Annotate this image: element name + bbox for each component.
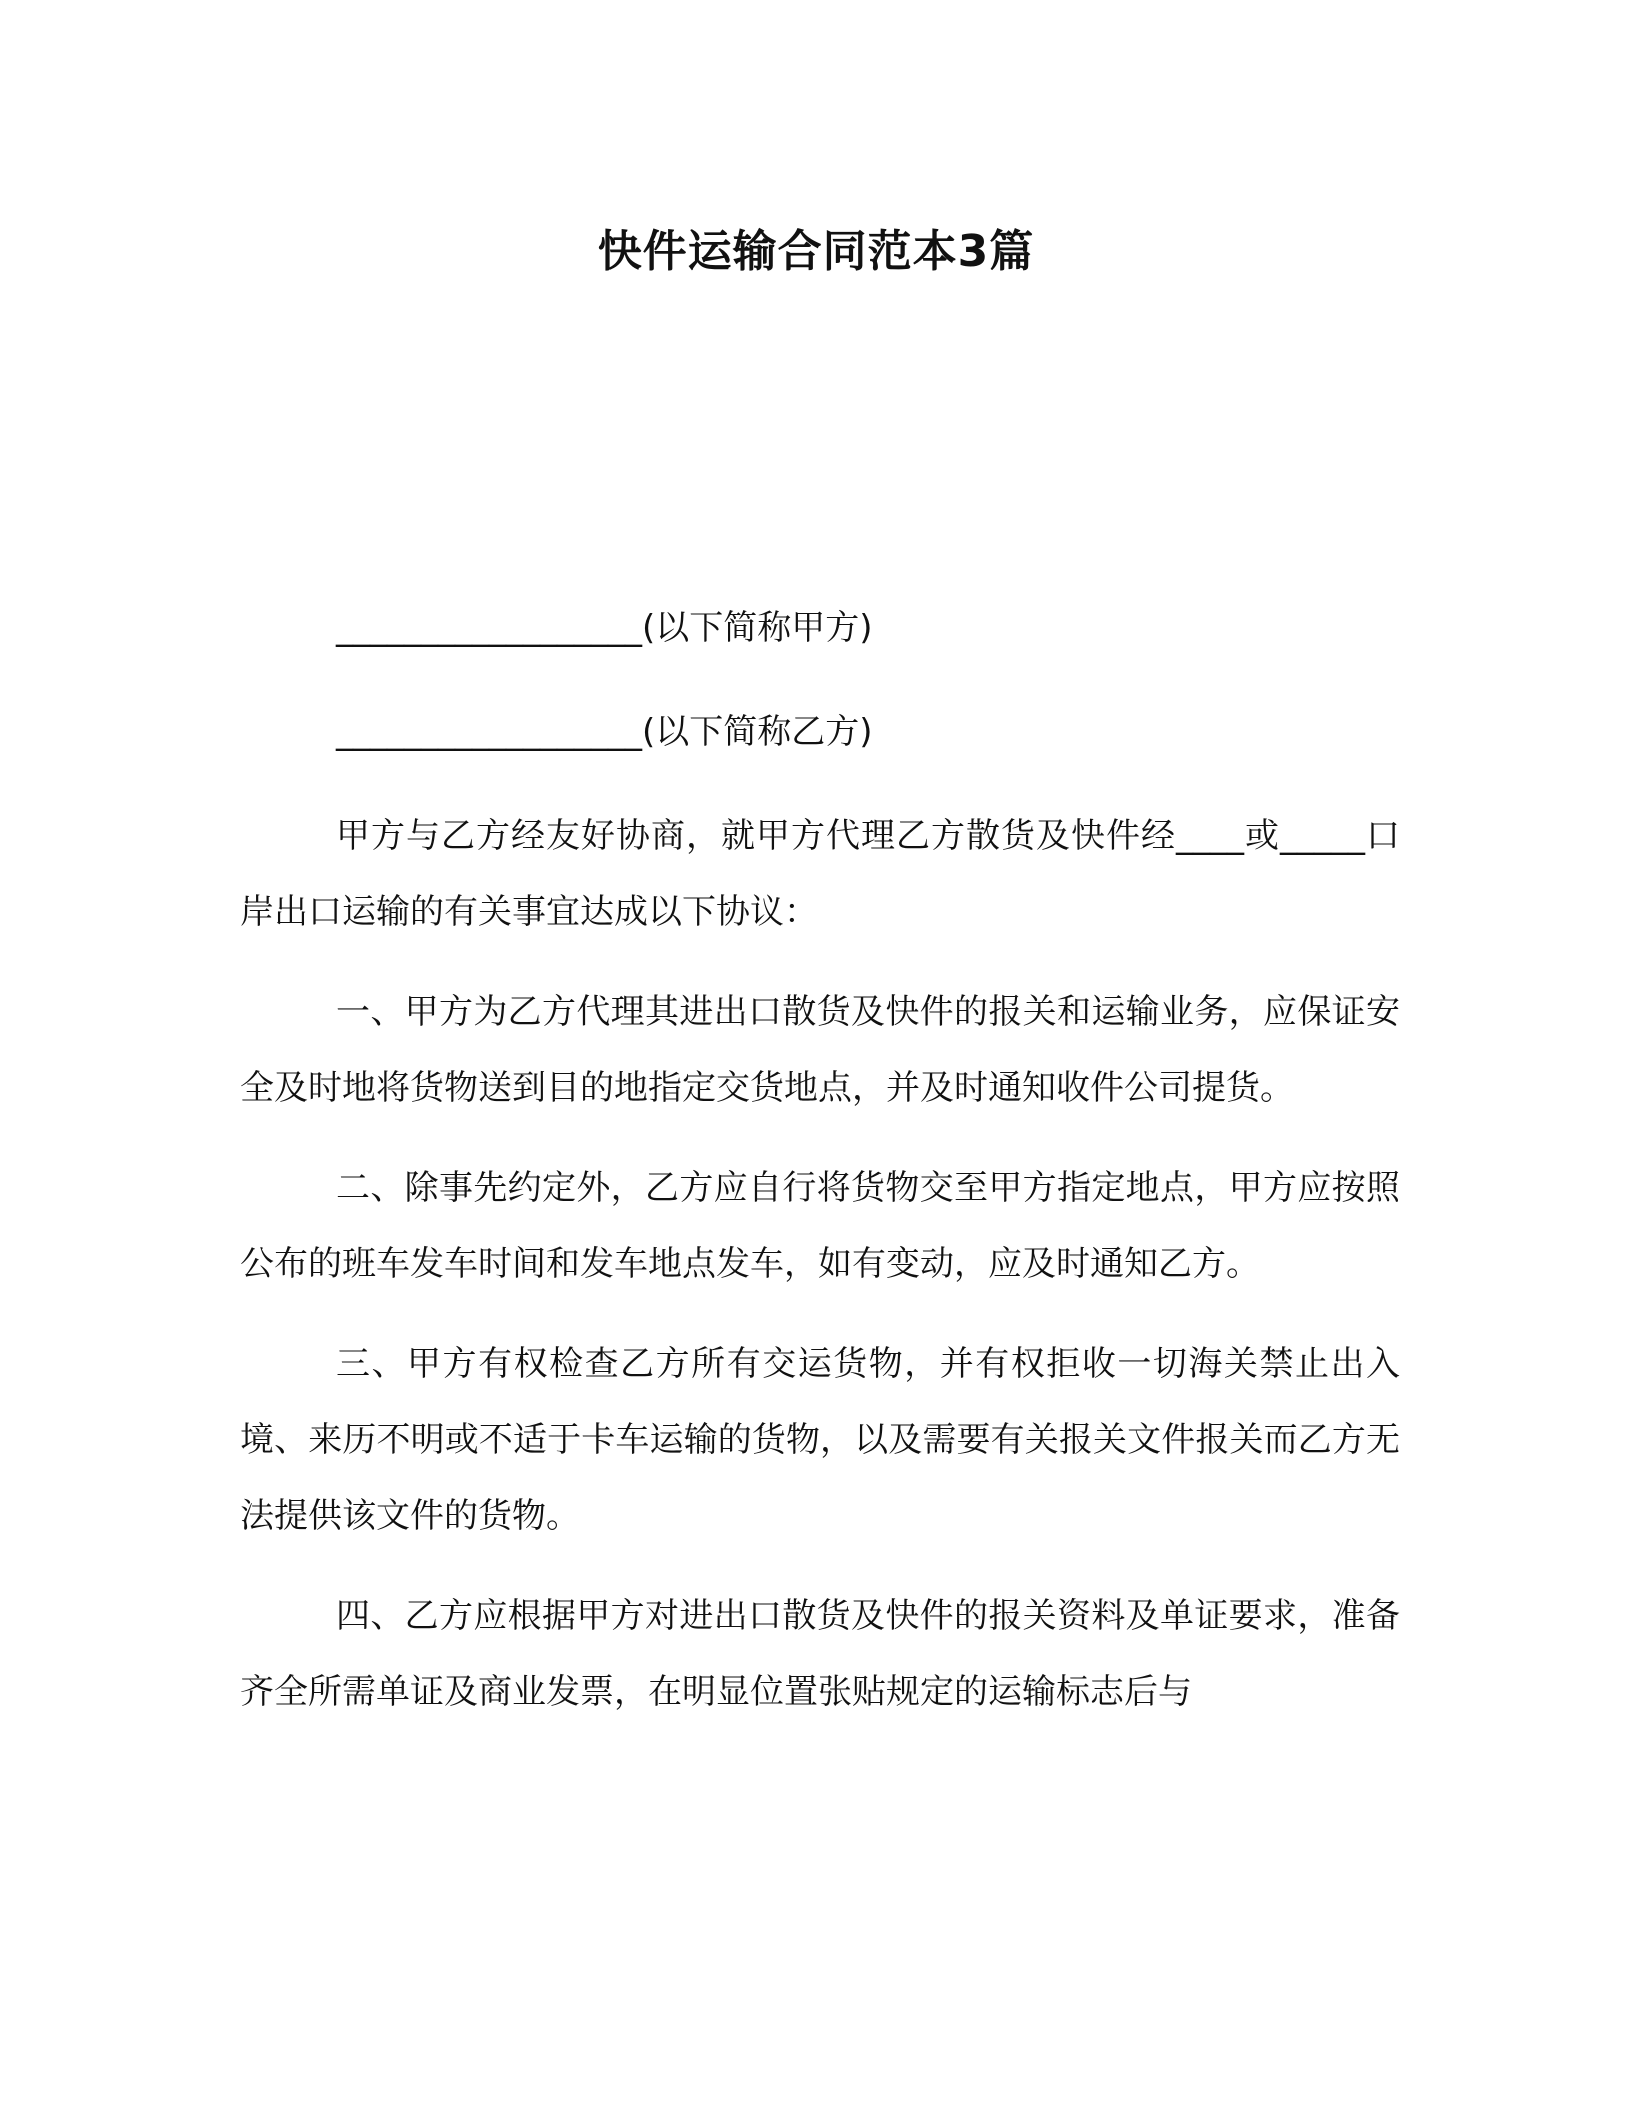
party-a-line: __________________(以下简称甲方) [336, 608, 873, 648]
clause-1: 一、甲方为乙方代理其进出口散货及快件的报关和运输业务，应保证安全及时地将货物送到目的地指定交货地点，并及时通知收件公司提货。 [240, 992, 1400, 1108]
clause-3: 三、甲方有权检查乙方所有交运货物，并有权拒收一切海关禁止出入境、来历不明或不适于卡车运输的货物，以及需要有关报关文件报关而乙方无法提供该文件的货物。 [240, 1344, 1400, 1536]
document-title: 快件运输合同范本3篇 [597, 226, 1035, 277]
clause-4: 四、乙方应根据甲方对进出口散货及快件的报关资料及单证要求，准备齐全所需单证及商业发票，在明显位置张贴规定的运输标志后与 [240, 1596, 1400, 1712]
document-body [240, 590, 1400, 1730]
clause-2: 二、除事先约定外，乙方应自行将货物交至甲方指定地点，甲方应按照公布的班车发车时间和发车地点发车，如有变动，应及时通知乙方。 [240, 1168, 1400, 1284]
intro-paragraph: 甲方与乙方经友好协商，就甲方代理乙方散货及快件经____或_____口岸出口运输的有关事宜达成以下协议： [240, 816, 1400, 932]
party-b-line: __________________(以下简称乙方) [336, 712, 873, 752]
